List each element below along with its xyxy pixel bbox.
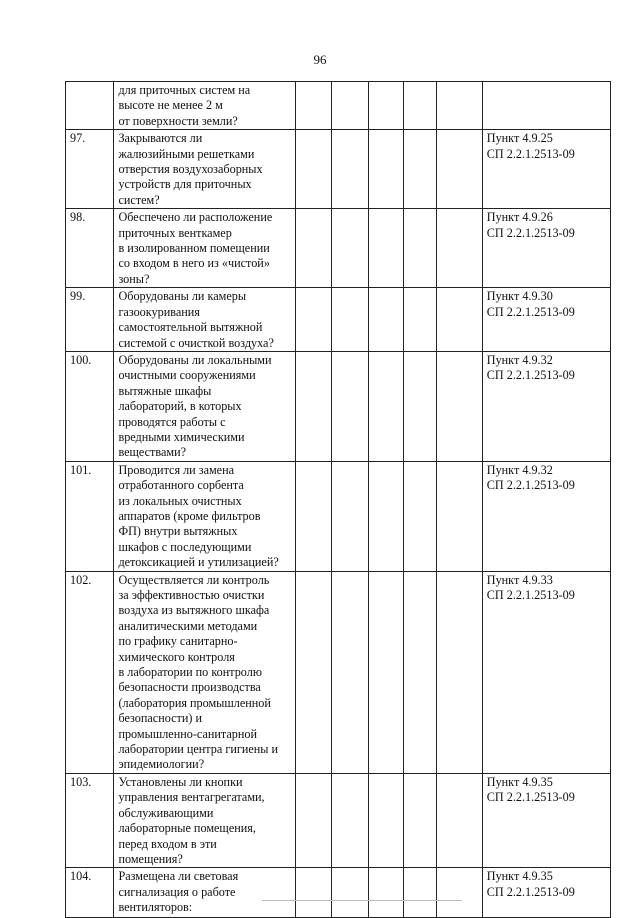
answer-cell-4[interactable] [404, 773, 437, 867]
item-number: 104. [66, 868, 114, 918]
reference-cell [482, 351, 610, 461]
reference-line: Пункт 4.9.30 [486, 289, 553, 304]
question-line: вредными химическими [118, 429, 245, 444]
checklist-table [65, 81, 611, 918]
reference-line: Пункт 4.9.35 [486, 774, 553, 789]
question-line: очистными сооружениями [118, 368, 256, 383]
answer-cell-5[interactable] [437, 351, 482, 461]
reference-line: СП 2.2.1.2513-09 [486, 304, 575, 319]
answer-cell-5[interactable] [437, 773, 482, 867]
answer-cell-4[interactable] [404, 868, 437, 918]
question-line: приточных венткамер [118, 225, 232, 240]
answer-cell-3[interactable] [368, 773, 403, 867]
item-number: 101. [66, 461, 114, 571]
question-line: Обеспечено ли расположение [118, 210, 273, 225]
reference-cell [482, 82, 610, 130]
reference-line: СП 2.2.1.2513-09 [486, 225, 575, 240]
question-line: Осуществляется ли контроль [118, 572, 270, 587]
item-number: 100. [66, 351, 114, 461]
question-line: устройств для приточных [118, 177, 252, 192]
question-line: вытяжные шкафы [118, 383, 212, 398]
question-line: отверстия воздухозаборных [118, 162, 263, 177]
answer-cell-2[interactable] [332, 571, 368, 773]
question-line: системой с очисткой воздуха? [118, 335, 274, 350]
reference-cell [482, 130, 610, 209]
answer-cell-3[interactable] [368, 209, 403, 288]
reference-cell [482, 288, 610, 352]
question-line: в лаборатории по контролю [118, 665, 262, 680]
question-line: обслуживающими [118, 805, 214, 820]
item-number: 98. [66, 209, 114, 288]
table-row [66, 130, 611, 209]
question-line: систем? [118, 192, 160, 207]
question-line: Установлены ли кнопки [118, 774, 243, 789]
question-line: безопасности) и [118, 711, 203, 726]
question-line: самостоятельной вытяжной [118, 320, 263, 335]
reference-cell [482, 571, 610, 773]
answer-cell-5[interactable] [437, 209, 482, 288]
answer-cell-2[interactable] [332, 773, 368, 867]
page-number: 96 [313, 52, 327, 67]
question-line: помещения? [118, 851, 183, 866]
answer-cell-4[interactable] [404, 288, 437, 352]
reference-line: Пункт 4.9.33 [486, 572, 553, 587]
question-line: сигнализация о работе [118, 884, 236, 899]
question-line: веществами? [118, 445, 187, 460]
answer-cell-1[interactable] [296, 461, 332, 571]
question-line: в изолированном помещении [118, 241, 270, 256]
question-line: воздуха из вытяжного шкафа [118, 603, 270, 618]
question-line: со входом в него из «чистой» [118, 256, 270, 271]
question-line: детоксикацией и утилизацией? [118, 555, 279, 570]
answer-cell-4[interactable] [404, 209, 437, 288]
item-number [66, 82, 114, 130]
reference-line: Пункт 4.9.26 [486, 210, 553, 225]
question-line: лабораторные помещения, [118, 821, 256, 836]
question-line: (лаборатория промышленной [118, 695, 271, 710]
answer-cell-1[interactable] [296, 773, 332, 867]
answer-cell-2[interactable] [332, 130, 368, 209]
reference-line: СП 2.2.1.2513-09 [486, 790, 575, 805]
question-line: шкафов с последующими [118, 539, 252, 554]
question-line: ФП) внутри вытяжных [118, 524, 238, 539]
question-line: безопасности производства [118, 680, 261, 695]
answer-cell-4[interactable] [404, 461, 437, 571]
checklist-body [66, 82, 611, 918]
question-line: высоте не менее 2 м [118, 98, 223, 113]
reference-line: СП 2.2.1.2513-09 [486, 146, 575, 161]
answer-cell-2[interactable] [332, 82, 368, 130]
reference-line: Пункт 4.9.32 [486, 462, 553, 477]
item-number: 99. [66, 288, 114, 352]
answer-cell-5[interactable] [437, 288, 482, 352]
question-line: перед входом в эти [118, 836, 217, 851]
reference-line: СП 2.2.1.2513-09 [486, 884, 575, 899]
question-line: управления вентагрегатами, [118, 790, 265, 805]
table-row [66, 351, 611, 461]
question-line: зоны? [118, 271, 150, 286]
answer-cell-3[interactable] [368, 571, 403, 773]
question-cell [114, 571, 296, 773]
question-line: лабораторий, в которых [118, 399, 242, 414]
question-line: лаборатории центра гигиены и [118, 742, 279, 757]
question-line: аппаратов (кроме фильтров [118, 508, 261, 523]
answer-cell-1[interactable] [296, 130, 332, 209]
answer-cell-5[interactable] [437, 868, 482, 918]
reference-cell [482, 461, 610, 571]
question-line: аналитическими методами [118, 618, 258, 633]
answer-cell-3[interactable] [368, 82, 403, 130]
question-cell [114, 868, 296, 918]
question-line: Проводится ли замена [118, 462, 235, 477]
question-line: эпидемиологии? [118, 757, 205, 772]
question-cell [114, 130, 296, 209]
question-line: Оборудованы ли локальными [118, 352, 272, 367]
answer-cell-3[interactable] [368, 288, 403, 352]
table-row [66, 82, 611, 130]
question-line: отработанного сорбента [118, 478, 244, 493]
answer-cell-4[interactable] [404, 351, 437, 461]
question-line: Оборудованы ли камеры [118, 289, 247, 304]
reference-cell [482, 209, 610, 288]
question-line: химического контроля [118, 649, 235, 664]
answer-cell-3[interactable] [368, 351, 403, 461]
question-cell [114, 461, 296, 571]
reference-line: СП 2.2.1.2513-09 [486, 478, 575, 493]
question-line: за эффективностью очистки [118, 588, 265, 602]
table-row [66, 288, 611, 352]
question-line: жалюзийными решетками [118, 146, 255, 161]
answer-cell-1[interactable] [296, 288, 332, 352]
answer-cell-3[interactable] [368, 130, 403, 209]
table-row [66, 773, 611, 867]
answer-cell-2[interactable] [332, 461, 368, 571]
question-line: для приточных систем на [118, 83, 251, 97]
answer-cell-5[interactable] [437, 461, 482, 571]
question-line: вентиляторов: [118, 900, 193, 915]
item-number: 103. [66, 773, 114, 867]
table-row [66, 209, 611, 288]
question-line: из локальных очистных [118, 493, 242, 508]
answer-cell-4[interactable] [404, 130, 437, 209]
question-line: Закрываются ли [118, 131, 203, 146]
answer-cell-2[interactable] [332, 288, 368, 352]
answer-cell-5[interactable] [437, 82, 482, 130]
reference-cell [482, 868, 610, 918]
reference-line: СП 2.2.1.2513-09 [486, 588, 575, 602]
question-cell [114, 288, 296, 352]
answer-cell-2[interactable] [332, 868, 368, 918]
question-line: от поверхности земли? [118, 113, 238, 128]
question-line: по графику санитарно- [118, 634, 238, 649]
question-cell [114, 82, 296, 130]
answer-cell-5[interactable] [437, 130, 482, 209]
reference-line: Пункт 4.9.32 [486, 352, 553, 367]
answer-cell-3[interactable] [368, 868, 403, 918]
question-cell [114, 209, 296, 288]
question-line: промышленно-санитарной [118, 726, 258, 741]
question-line: проводятся работы с [118, 414, 226, 429]
answer-cell-3[interactable] [368, 461, 403, 571]
answer-cell-4[interactable] [404, 571, 437, 773]
answer-cell-1[interactable] [296, 868, 332, 918]
answer-cell-2[interactable] [332, 351, 368, 461]
answer-cell-1[interactable] [296, 82, 332, 130]
bottom-rule [262, 900, 462, 901]
answer-cell-1[interactable] [296, 209, 332, 288]
question-line: газоокуривания [118, 304, 200, 319]
reference-cell [482, 773, 610, 867]
item-number: 97. [66, 130, 114, 209]
answer-cell-2[interactable] [332, 209, 368, 288]
table-row [66, 571, 611, 773]
question-cell [114, 351, 296, 461]
answer-cell-4[interactable] [404, 82, 437, 130]
reference-line: Пункт 4.9.35 [486, 869, 553, 884]
table-row [66, 868, 611, 918]
reference-line: Пункт 4.9.25 [486, 131, 553, 146]
question-line: Размещена ли световая [118, 869, 239, 884]
table-row [66, 461, 611, 571]
answer-cell-1[interactable] [296, 351, 332, 461]
answer-cell-5[interactable] [437, 571, 482, 773]
question-cell [114, 773, 296, 867]
item-number: 102. [66, 571, 114, 773]
answer-cell-1[interactable] [296, 571, 332, 773]
reference-line: СП 2.2.1.2513-09 [486, 368, 575, 383]
